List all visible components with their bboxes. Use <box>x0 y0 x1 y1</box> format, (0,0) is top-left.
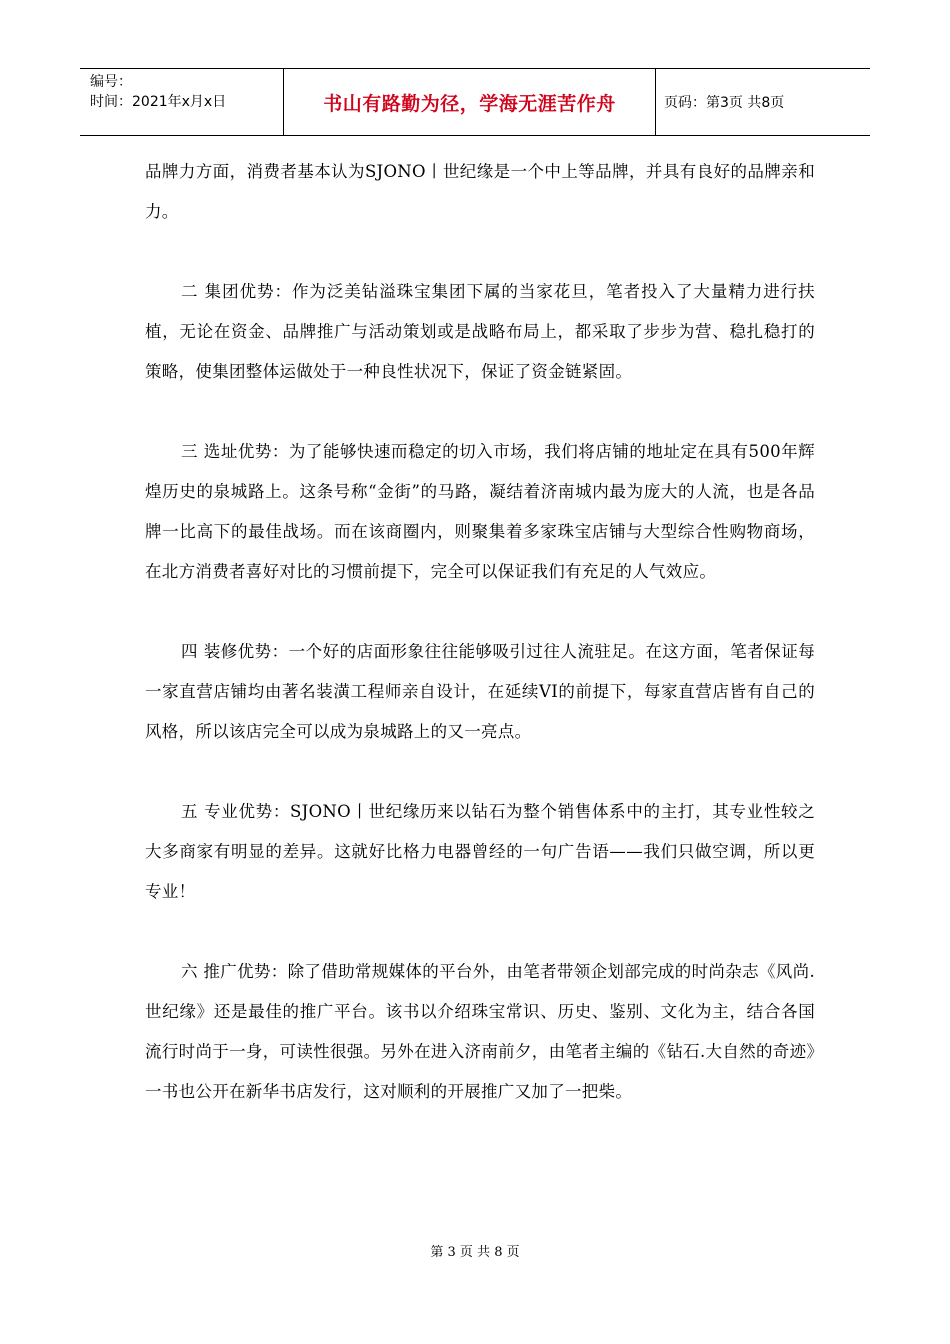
motto-text: 书山有路勤为径，学海无涯苦作舟 <box>323 92 616 115</box>
paragraph-brand: 品牌力方面，消费者基本认为SJONO丨世纪缘是一个中上等品牌，并具有良好的品牌亲和力。 <box>145 162 815 221</box>
page-number-label: 页码：第3页 共8页 <box>664 95 785 111</box>
header-motto <box>283 69 656 135</box>
doc-code-label: 编号： <box>90 74 132 90</box>
footer-page-number: 第 3 页 共 8 页 <box>430 1245 520 1260</box>
header-meta <box>80 69 283 135</box>
doc-date-label: 时间：2021年x月x日 <box>90 94 227 110</box>
paragraph-location-advantage: 三 选址优势：为了能够快速而稳定的切入市场，我们将店铺的地址定在具有500年辉煌历史的泉城路上。这条号称“金街”的马路，凝结着济南城内最为庞大的人流，也是各品牌一比高下的最佳战场。而在该商圈内，则聚集着多家珠宝店铺与大型综合性购物商场，在北方消费者喜好对比的习惯前提下，完全可以保证我们有充足的人气效应。 <box>145 442 815 581</box>
paragraph-decoration-advantage: 四 装修优势：一个好的店面形象往往能够吸引过往人流驻足。在这方面，笔者保证每一家直营店铺均由著名装潢工程师亲自设计，在延续VI的前提下，每家直营店皆有自己的风格，所以该店完全可以成为泉城路上的又一亮点。 <box>145 642 815 741</box>
paragraph-group-advantage: 二 集团优势：作为泛美钻溢珠宝集团下属的当家花旦，笔者投入了大量精力进行扶植，无论在资金、品牌推广与活动策划或是战略布局上，都采取了步步为营、稳扎稳打的策略，使集团整体运做处于一种良性状况下，保证了资金链紧固。 <box>145 282 815 381</box>
document-body <box>145 152 815 1152</box>
page-footer <box>0 1241 950 1260</box>
paragraph-promotion-advantage: 六 推广优势：除了借助常规媒体的平台外，由笔者带领企划部完成的时尚杂志《风尚.世纪缘》还是最佳的推广平台。该书以介绍珠宝常识、历史、鉴别、文化为主，结合各国流行时尚于一身，可读性很强。另外在进入济南前夕，由笔者主编的《钻石.大自然的奇迹》一书也公开在新华书店发行，这对顺利的开展推广又加了一把柴。 <box>145 962 815 1101</box>
header-page-number <box>656 69 870 135</box>
page-header <box>80 68 870 136</box>
paragraph-professional-advantage: 五 专业优势：SJONO丨世纪缘历来以钻石为整个销售体系中的主打，其专业性较之大多商家有明显的差异。这就好比格力电器曾经的一句广告语——我们只做空调，所以更专业！ <box>145 802 815 901</box>
